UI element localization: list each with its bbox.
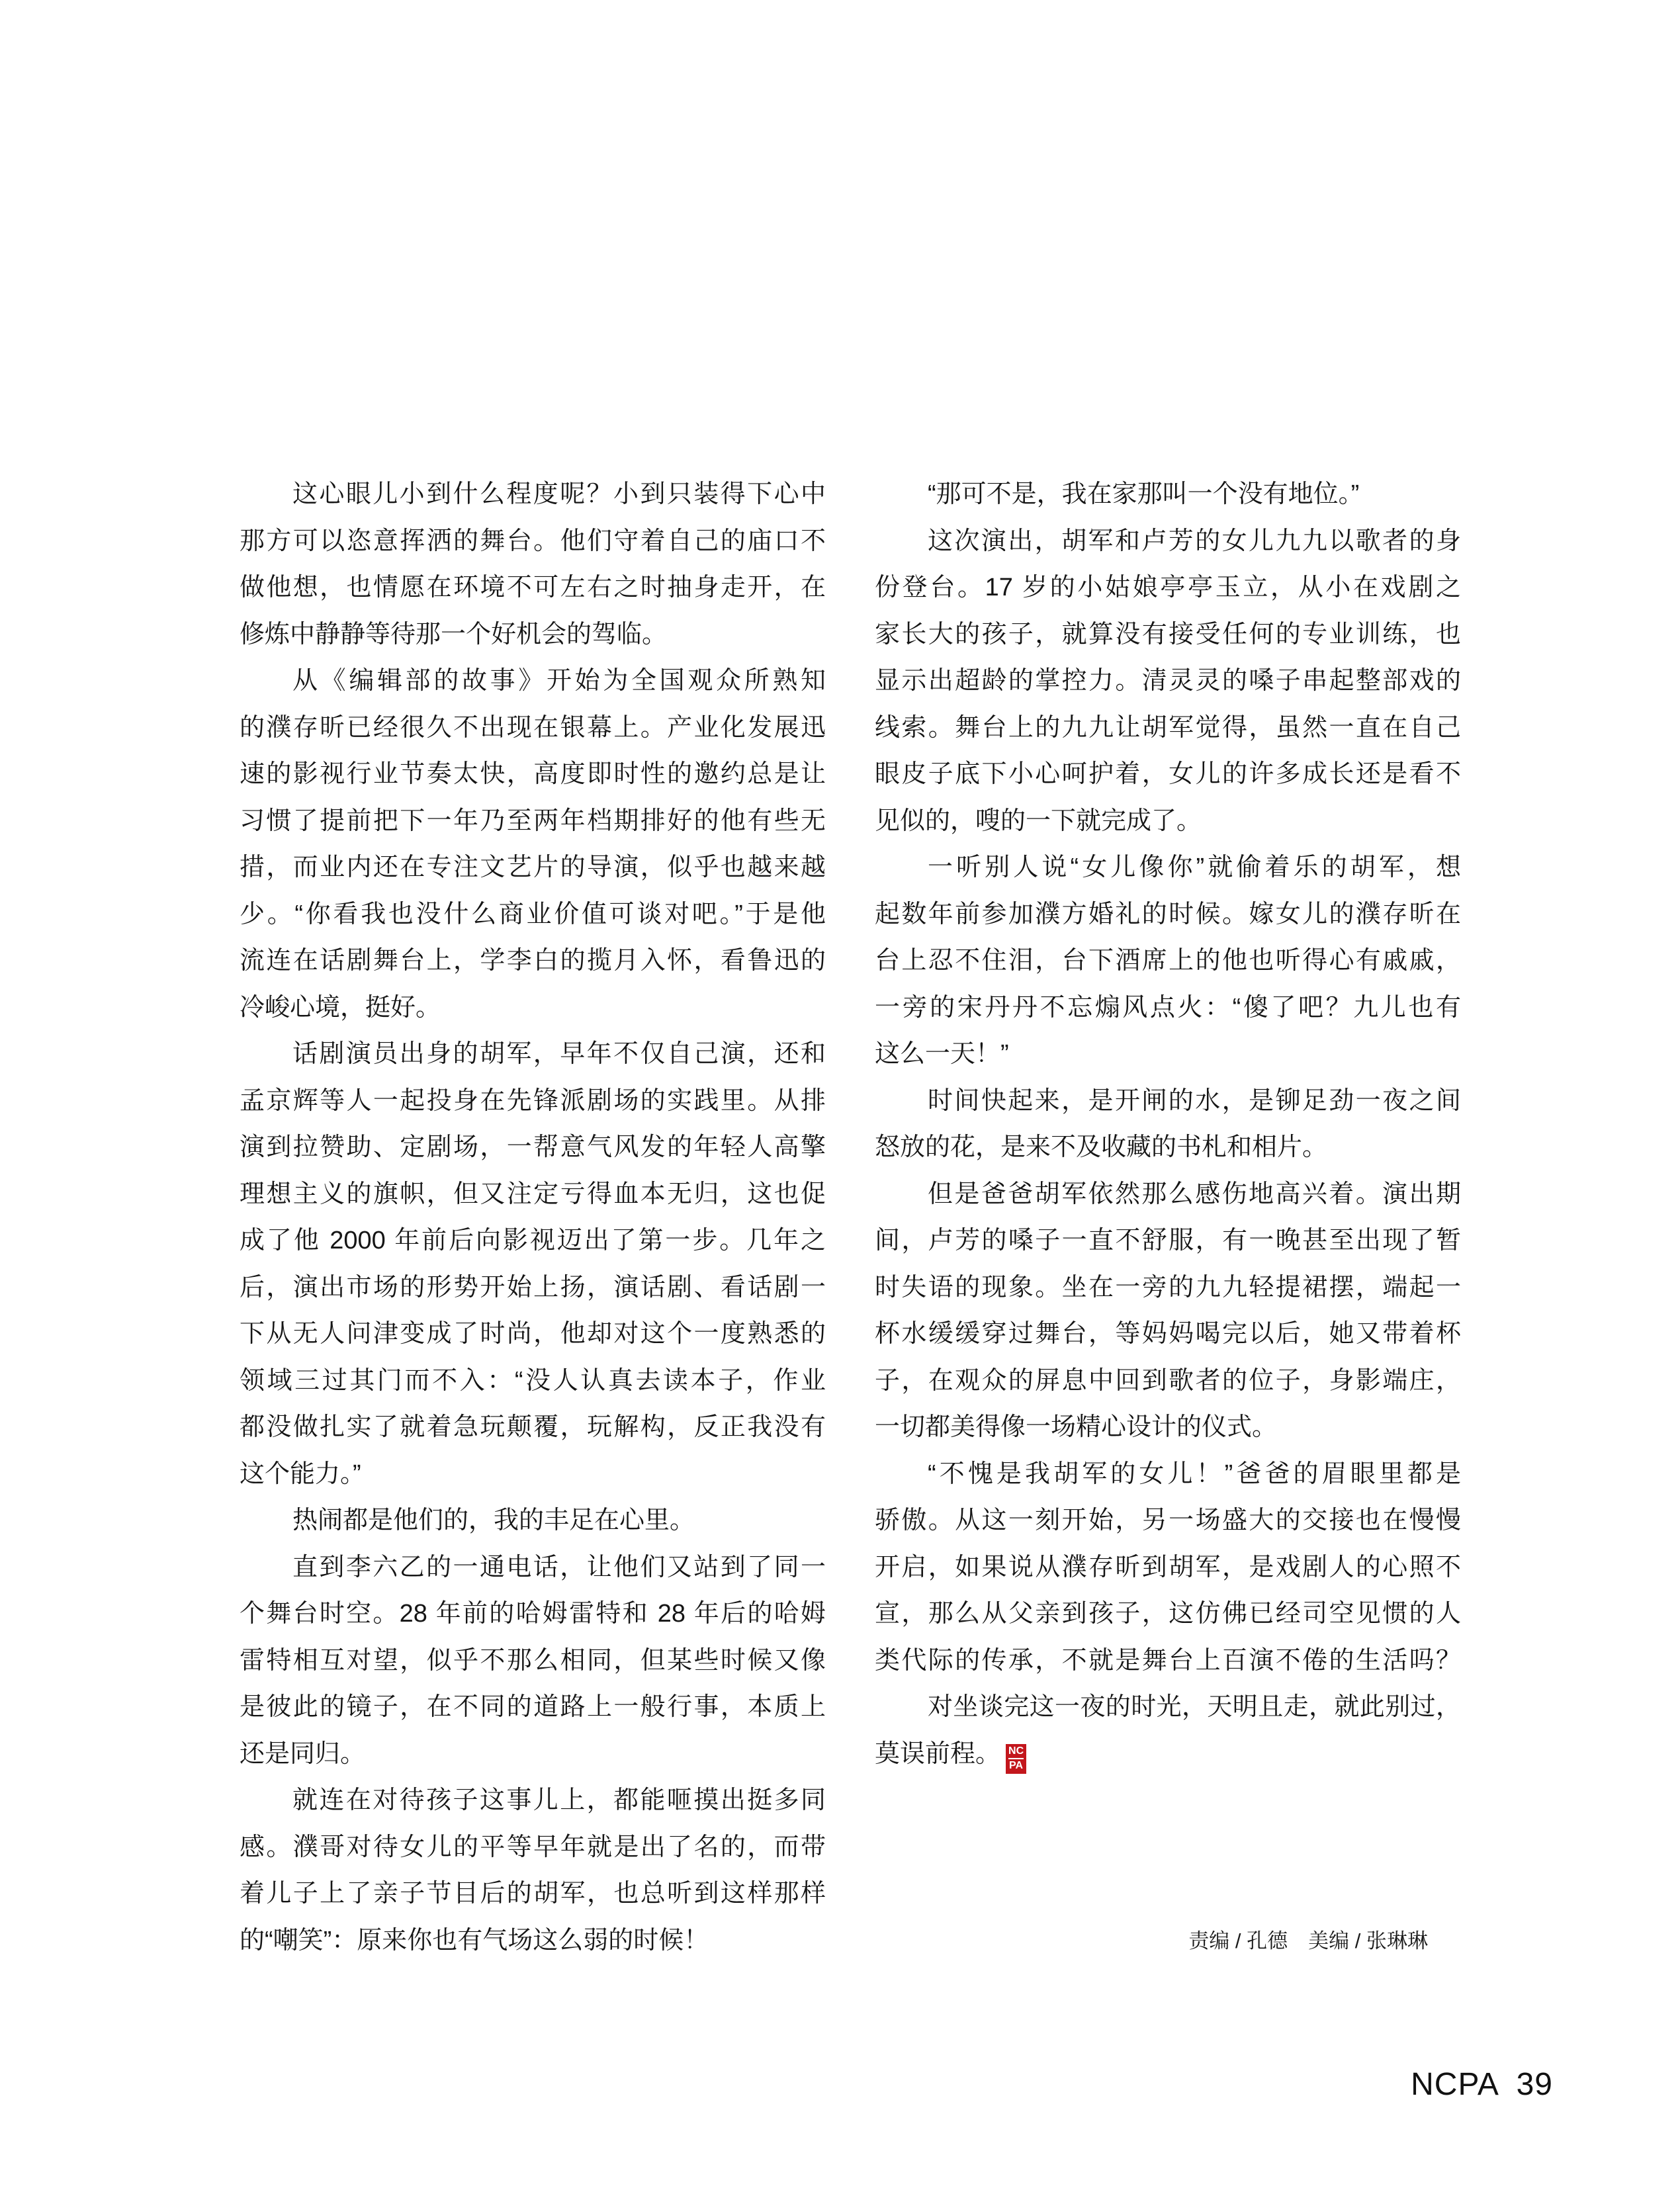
text-line: 家长大的孩子，就算没有接受任何的专业训练，也 — [875, 620, 1461, 648]
text-line: 的濮存昕已经很久不出现在银幕上。产业化发展迅 — [240, 713, 826, 742]
text-line: 冷峻心境，挺好。 — [240, 993, 441, 1022]
text-line: 显示出超龄的掌控力。清灵灵的嗓子串起整部戏的 — [875, 667, 1461, 695]
text-line: 骄傲。从这一刻开始，另一场盛大的交接也在慢慢 — [875, 1507, 1461, 1534]
ncpa-seal-text-bottom: PA — [1009, 1759, 1024, 1771]
text-line: 孟京辉等人一起投身在先锋派剧场的实践里。从排 — [240, 1086, 826, 1115]
text-line: 这个能力。” — [240, 1460, 361, 1488]
text-line: 着儿子上了亲子节目后的胡军，也总听到这样那样 — [240, 1880, 826, 1907]
text-line: 下从无人问津变成了时尚，他却对这个一度熟悉的 — [240, 1320, 826, 1348]
text-line: “不愧是我胡军的女儿！”爸爸的眉眼里都是 — [928, 1460, 1461, 1488]
text-line: 后，演出市场的形势开始上扬，演话剧、看话剧一 — [240, 1273, 826, 1301]
text-line: 一切都美得像一场精心设计的仪式。 — [875, 1413, 1278, 1441]
article-column-right — [875, 471, 1461, 1777]
ncpa-seal — [1006, 1744, 1026, 1774]
text-line: 间，卢芳的嗓子一直不舒服，有一晚甚至出现了暂 — [875, 1227, 1461, 1254]
left-column-lines — [240, 471, 826, 1964]
credits-line: 责编 / 孔德 美编 / 张琳琳 — [1188, 1929, 1428, 1952]
text-line: 从《编辑部的故事》开始为全国观众所熟知 — [292, 667, 826, 695]
text-line: 领域三过其门而不入：“没人认真去读本子，作业 — [240, 1366, 826, 1395]
text-line: 份登台。17 岁的小姑娘亭亭玉立，从小在戏剧之 — [875, 574, 1461, 601]
text-line: 一听别人说“女儿像你”就偷着乐的胡军，想 — [928, 853, 1461, 881]
text-line: 那方可以恣意挥洒的舞台。他们守着自己的庙口不 — [240, 527, 826, 555]
text-line: 成了他 2000 年前后向影视迈出了第一步。几年之 — [240, 1227, 826, 1254]
text-line: 一旁的宋丹丹不忘煽风点火：“傻了吧？九儿也有 — [875, 993, 1461, 1022]
text-line: 类代际的传承，不就是舞台上百演不倦的生活吗？ — [875, 1646, 1461, 1675]
text-line: 都没做扎实了就着急玩颠覆，玩解构，反正我没有 — [240, 1413, 826, 1441]
text-line: 措，而业内还在专注文艺片的导演，似乎也越来越 — [240, 853, 826, 881]
right-column-lines — [875, 471, 1461, 1731]
text-line: 但是爸爸胡军依然那么感伤地高兴着。演出期 — [928, 1180, 1461, 1208]
text-line: 雷特相互对望，似乎不那么相同，但某些时候又像 — [240, 1646, 826, 1675]
text-line: 个舞台时空。28 年前的哈姆雷特和 28 年后的哈姆 — [240, 1600, 826, 1628]
text-line: 理想主义的旗帜，但又注定亏得血本无归，这也促 — [240, 1180, 826, 1208]
text-line: 话剧演员出身的胡军，早年不仅自己演，还和 — [292, 1040, 826, 1068]
text-line: 的“嘲笑”：原来你也有气场这么弱的时候！ — [240, 1926, 709, 1954]
text-line: 怒放的花，是来不及收藏的书札和相片。 — [875, 1133, 1328, 1161]
text-line: 做他想，也情愿在环境不可左右之时抽身走开，在 — [240, 574, 826, 601]
text-line: 习惯了提前把下一年乃至两年档期排好的他有些无 — [240, 807, 826, 835]
article-end-line — [875, 1731, 1461, 1778]
ncpa-seal-text-top: NC — [1008, 1745, 1024, 1759]
text-line: 修炼中静静等待那一个好机会的驾临。 — [240, 620, 668, 648]
text-line: 台上忍不住泪，台下酒席上的他也听得心有戚戚， — [875, 947, 1461, 975]
text-line: 这么一天！” — [875, 1040, 1009, 1068]
text-line: 是彼此的镜子，在不同的道路上一般行事，本质上 — [240, 1693, 826, 1721]
text-line: 时间快起来，是开闸的水，是铆足劲一夜之间 — [928, 1086, 1461, 1115]
text-line: 时失语的现象。坐在一旁的九九轻提裙摆，端起一 — [875, 1273, 1461, 1301]
text-line: 子，在观众的屏息中回到歌者的位子，身影端庄， — [875, 1366, 1461, 1395]
text-line: 直到李六乙的一通电话，让他们又站到了同一 — [292, 1553, 826, 1581]
text-line: 这心眼儿小到什么程度呢？小到只装得下心中 — [292, 480, 826, 508]
text-line: “那可不是，我在家那叫一个没有地位。” — [928, 480, 1360, 508]
text-line: 还是同归。 — [240, 1739, 366, 1768]
article-column-left — [240, 471, 826, 1964]
text-line: 起数年前参加濮方婚礼的时候。嫁女儿的濮存昕在 — [875, 900, 1461, 928]
text-line: 演到拉赞助、定剧场，一帮意气风发的年轻人高擎 — [240, 1133, 826, 1161]
text-line: 对坐谈完这一夜的时光，天明且走，就此别过， — [928, 1693, 1461, 1721]
text-line: 见似的，嗖的一下就完成了。 — [875, 807, 1202, 835]
text-line: 眼皮子底下小心呵护着，女儿的许多成长还是看不 — [875, 760, 1461, 788]
text-line: 杯水缓缓穿过舞台，等妈妈喝完以后，她又带着杯 — [875, 1320, 1461, 1348]
text-line: 感。濮哥对待女儿的平等早年就是出了名的，而带 — [240, 1833, 826, 1861]
article-end-text: 莫误前程。 — [875, 1739, 1001, 1768]
text-line: 线索。舞台上的九九让胡军觉得，虽然一直在自己 — [875, 713, 1461, 742]
text-line: 少。“你看我也没什么商业价值可谈对吧。”于是他 — [240, 900, 826, 928]
text-line: 宣，那么从父亲到孩子，这仿佛已经司空见惯的人 — [875, 1600, 1461, 1628]
text-line: 就连在对待孩子这事儿上，都能咂摸出挺多同 — [292, 1786, 826, 1814]
page-number: NCPA 39 — [1411, 2067, 1553, 2102]
text-line: 开启，如果说从濮存昕到胡军，是戏剧人的心照不 — [875, 1553, 1461, 1581]
text-line: 流连在话剧舞台上，学李白的揽月入怀，看鲁迅的 — [240, 947, 826, 975]
text-line: 速的影视行业节奏太快，高度即时性的邀约总是让 — [240, 760, 826, 788]
text-line: 这次演出，胡军和卢芳的女儿九九以歌者的身 — [928, 527, 1461, 555]
text-line: 热闹都是他们的，我的丰足在心里。 — [292, 1507, 695, 1534]
